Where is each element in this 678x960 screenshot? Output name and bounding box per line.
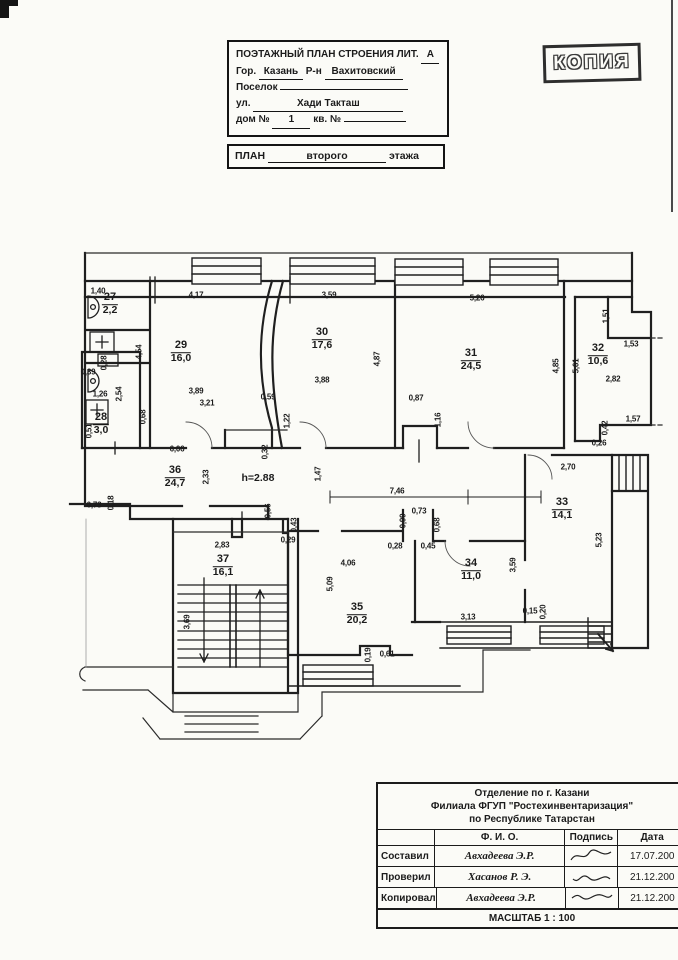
dimension-label: 5,09 xyxy=(325,576,335,592)
sink-icon xyxy=(88,370,99,392)
dimension-label: 3,88 xyxy=(314,375,330,385)
room-number: 33 xyxy=(552,497,572,510)
room-area: 24,5 xyxy=(460,359,482,372)
org-line: Филиала ФГУП "Ростехинвентаризация" xyxy=(430,801,634,812)
signature-icon xyxy=(569,869,613,885)
city-label: Гор. xyxy=(236,65,257,77)
dimension-label: 0,68 xyxy=(432,517,442,533)
copy-stamp-text: КОПИЯ xyxy=(553,50,631,75)
dimension-label: 4,85 xyxy=(551,358,561,374)
title-label: ПОЭТАЖНЫЙ ПЛАН СТРОЕНИЯ ЛИТ. xyxy=(236,49,419,60)
room-area: 24,7 xyxy=(164,476,186,489)
room-number: 36 xyxy=(165,465,185,478)
dimension-label: 0,29 xyxy=(280,535,296,545)
dimension-label: 5,61 xyxy=(571,358,581,374)
floor-caption-value: второго xyxy=(268,150,386,163)
room-area: 3,0 xyxy=(93,423,109,436)
dimension-label: 4,17 xyxy=(188,290,204,300)
room-number: 37 xyxy=(213,554,233,567)
dimension-label: 3,59 xyxy=(321,290,337,300)
dimension-label: 0,42 xyxy=(600,420,610,436)
dimension-label: 0,20 xyxy=(538,604,548,620)
room-number: 34 xyxy=(461,558,481,571)
dimension-label: 0,51 xyxy=(84,423,94,439)
dimension-label: 1,40 xyxy=(90,286,106,296)
row-date: 21.12.200 xyxy=(629,871,675,883)
city-value: Казань xyxy=(259,64,303,81)
apartment-label: кв. № xyxy=(313,114,342,125)
room-number: 27 xyxy=(103,291,117,304)
dimension-label: 0,28 xyxy=(387,541,403,551)
dimension-label: 0,18 xyxy=(106,495,116,511)
bathroom-fixtures xyxy=(86,296,118,424)
dimension-label: 0,26 xyxy=(591,438,607,448)
dimension-label: 2,70 xyxy=(560,462,576,472)
dimension-label: 0,56 xyxy=(263,503,273,519)
dimension-label: 1,26 xyxy=(92,389,108,399)
dimension-label: 0,99 xyxy=(398,513,408,529)
room-number: 29 xyxy=(171,340,191,353)
dimension-label: 3,59 xyxy=(508,557,518,573)
dimension-label: 0,61 xyxy=(379,649,395,659)
table-row xyxy=(378,867,678,888)
row-name: Авхадеева Э.Р. xyxy=(437,888,566,908)
dimension-label: 0,15 xyxy=(522,606,538,616)
room-area: 2,2 xyxy=(102,303,118,316)
dimension-label: 3,13 xyxy=(460,612,476,622)
dimension-label: 0,39 xyxy=(80,367,96,377)
dimension-label: 3,89 xyxy=(188,386,204,396)
dimension-label: 1,22 xyxy=(282,413,292,429)
dimension-label: 0,19 xyxy=(363,647,373,663)
door-arcs xyxy=(186,422,552,566)
walls xyxy=(70,253,651,693)
settlement-label: Поселок xyxy=(236,82,278,93)
stair-arrow-up xyxy=(256,590,264,667)
dimension-label: 0,43 xyxy=(289,517,299,533)
dimension-label: 1,57 xyxy=(625,414,641,424)
dimension-label: 0,32 xyxy=(260,444,270,460)
room-area: 20,2 xyxy=(346,613,368,626)
row-name: Хасанов Р. Э. xyxy=(435,867,565,887)
room-number: 32 xyxy=(588,343,608,356)
room-number: 28 xyxy=(94,411,108,424)
dimension-label: 2,33 xyxy=(201,469,211,485)
dimension-label: 7,46 xyxy=(389,486,405,496)
room-area: 17,6 xyxy=(311,338,333,351)
district-value: Вахитовский xyxy=(325,64,403,81)
room-number: 35 xyxy=(347,602,367,615)
street-value: Хади Такташ xyxy=(253,96,403,113)
dimension-label: 0,68 xyxy=(138,409,148,425)
house-value: 1 xyxy=(272,112,310,129)
org-line: по Республике Татарстан xyxy=(469,814,595,825)
dimension-label: 5,26 xyxy=(469,293,485,303)
row-role: Проверил xyxy=(378,867,435,887)
floor-caption-suffix: этажа xyxy=(388,150,419,162)
dimension-label: 4,87 xyxy=(372,351,382,367)
room-area: 16,1 xyxy=(212,565,234,578)
dimension-label: 0,73 xyxy=(86,500,102,510)
dimension-label: 0,59 xyxy=(260,392,276,402)
room-number: 31 xyxy=(461,348,481,361)
row-role: Составил xyxy=(378,846,435,866)
house-label: дом № xyxy=(236,114,270,125)
row-date: 17.07.200 xyxy=(629,850,675,862)
col-header-fio: Ф. И. О. xyxy=(435,830,565,845)
liter-value: А xyxy=(421,47,439,64)
dimension-label: 0,73 xyxy=(411,506,427,516)
col-header-signature: Подпись xyxy=(565,830,618,845)
table-row xyxy=(378,888,678,909)
street-label: ул. xyxy=(236,97,251,109)
sink-icon xyxy=(88,296,99,318)
dimension-label: 4,06 xyxy=(340,558,356,568)
stairs xyxy=(178,578,288,667)
scale-note: МАСШТАБ 1 : 100 xyxy=(378,909,678,927)
table-header-row xyxy=(378,830,678,846)
ceiling-height-note: h=2.88 xyxy=(241,472,275,484)
organization-block xyxy=(378,784,678,830)
dimension-label: 3,21 xyxy=(199,398,215,408)
org-line: Отделение по г. Казани xyxy=(474,788,590,799)
room-area: 16,0 xyxy=(170,351,192,364)
dimension-label: 3,69 xyxy=(182,614,192,630)
dimension-label: 1,16 xyxy=(433,412,443,428)
dimension-label: 0,28 xyxy=(99,355,109,371)
dimension-label: 1,53 xyxy=(623,339,639,349)
dimension-label: 2,54 xyxy=(114,386,124,402)
dimension-label: 4,54 xyxy=(134,344,144,360)
room-area: 14,1 xyxy=(551,508,573,521)
dimension-label: 6,06 xyxy=(169,444,185,454)
room-area: 10,6 xyxy=(587,354,609,367)
dimension-label: 0,45 xyxy=(420,541,436,551)
row-role: Копировал xyxy=(378,888,437,908)
col-header-date: Дата xyxy=(640,832,664,843)
district-label: Р-н xyxy=(305,65,322,77)
floor-caption-label: ПЛАН xyxy=(235,150,266,162)
signature-icon xyxy=(569,848,613,864)
signature-icon xyxy=(570,890,614,906)
room-area: 11,0 xyxy=(461,569,481,582)
row-date: 21.12.200 xyxy=(630,892,675,904)
footer-table xyxy=(376,782,678,929)
dimension-label: 0,87 xyxy=(408,393,424,403)
dimension-label: 2,82 xyxy=(605,374,621,384)
dimension-label: 1,47 xyxy=(313,466,323,482)
table-row xyxy=(378,846,678,867)
dimension-label: 2,83 xyxy=(214,540,230,550)
row-name: Авхадеева Э.Р. xyxy=(435,846,565,866)
dimension-label: 5,23 xyxy=(594,532,604,548)
dimension-label: 1,51 xyxy=(601,308,611,324)
dimension-ticks xyxy=(115,277,541,528)
room-number: 30 xyxy=(312,327,332,340)
